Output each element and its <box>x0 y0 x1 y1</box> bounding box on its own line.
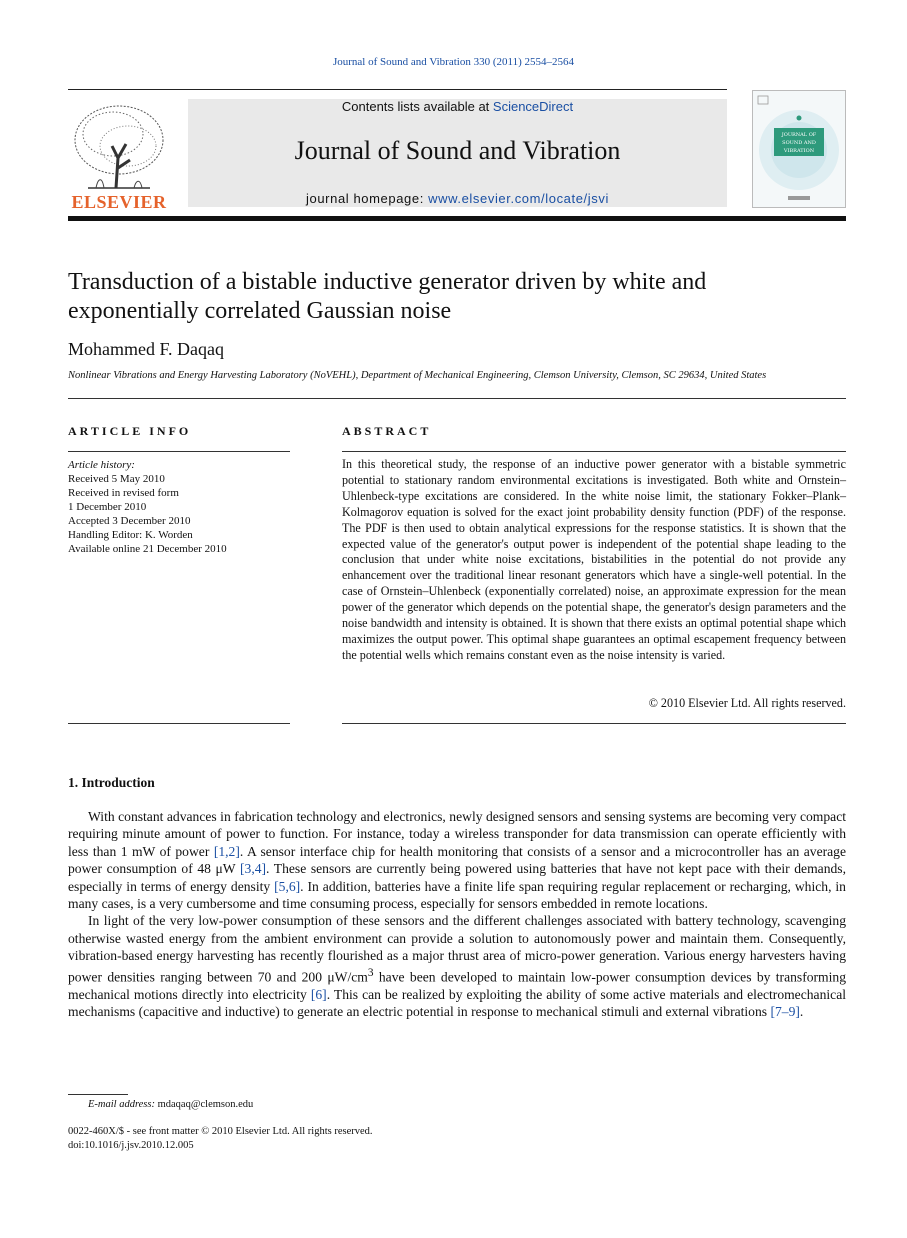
footnote-email <box>88 1099 253 1110</box>
article-info-rule-bottom <box>68 723 290 724</box>
contents-prefix: Contents lists available at <box>341 99 493 114</box>
abstract-copyright: © 2010 Elsevier Ltd. All rights reserved. <box>648 696 846 710</box>
citation-link[interactable]: [6] <box>310 986 327 1002</box>
citation-link[interactable]: [5,6] <box>274 878 301 894</box>
header-bottom-rule <box>68 216 846 221</box>
elsevier-wordmark: ELSEVIER <box>71 192 167 212</box>
abstract-heading: ABSTRACT <box>342 424 432 438</box>
intro-paragraph-1: With constant advances in fabrication technology and electronics, newly designed sensors and sensing systems are becoming very compact requiring minute amount of power to function. For instance, today a wireless transponder for data transmission can operate efficiently with less than 1 mW of power [1,2]. A sensor interface chip for health monitoring that consists of a sensor and a microcontroller has an average power consumption of 48 μW [3,4]. These sensors are currently being powered using batteries that have not kept pace with their demands, especially in terms of energy density [5,6]. In addition, batteries have a finite life span requiring regular replacement or recharging, which, in many cases, is a very cumbersome and time consuming process, especially for sensors embedded in remote locations. <box>68 809 846 912</box>
abstract-rule-bottom <box>342 723 846 724</box>
author-name: Mohammed F. Daqaq <box>68 339 225 359</box>
email-link[interactable]: mdaqaq@clemson.edu <box>157 1099 254 1110</box>
homepage-prefix: journal homepage: <box>306 191 429 206</box>
article-history <box>68 458 290 556</box>
journal-name: Journal of Sound and Vibration <box>294 136 621 165</box>
citation-line[interactable]: Journal of Sound and Vibration 330 (2011) 2554–2564 <box>332 56 574 68</box>
svg-text:VIBRATION: VIBRATION <box>783 148 815 154</box>
history-item: Available online 21 December 2010 <box>68 543 227 555</box>
section-heading-introduction: 1. Introduction <box>68 775 155 790</box>
citation-link[interactable]: [1,2] <box>213 843 240 859</box>
sciencedirect-link[interactable]: ScienceDirect <box>492 99 574 114</box>
email-label: E-mail address: <box>88 1099 155 1110</box>
svg-text:SOUND AND: SOUND AND <box>782 140 816 146</box>
article-info-rule-top <box>68 451 290 452</box>
svg-text:JOURNAL OF: JOURNAL OF <box>781 132 817 138</box>
homepage-link[interactable]: www.elsevier.com/locate/jsvi <box>428 191 609 206</box>
footer-issn: 0022-460X/$ - see front matter © 2010 Elsevier Ltd. All rights reserved. <box>68 1126 373 1137</box>
history-item: 1 December 2010 <box>68 501 147 513</box>
homepage-line <box>188 191 727 206</box>
abstract-rule-top <box>342 451 846 452</box>
article-info-heading: ARTICLE INFO <box>68 424 192 438</box>
history-item: Received 5 May 2010 <box>68 473 165 485</box>
intro-paragraph-2: In light of the very low-power consumption of these sensors and the different challenges associated with battery technology, scavenging otherwise wasted energy from the ambient environment can provide a solution to autonomously power and maintain them. Consequently, vibration-based energy harvesting has recently flourished as a major thrust area of micro-power generation. Various energy harvesters having power densities ranging between 70 and 200 $\mu W/cm^3$ have been developed to maintain low-power consumption devices by transforming mechanical motions directly into electricity [6]. This can be realized by exploiting the ability of some active materials and electromechanical mechanisms (capacitive and inductive) to generate an electric potential in response to mechanical stimuli and external vibrations [7–9]. <box>68 913 846 1019</box>
article-title: Transduction of a bistable inductive generator driven by white and exponentially correlated Gaussian noise <box>68 269 707 324</box>
abstract-body: In this theoretical study, the response of an inductive power generator with a bistable symmetric potential to stationary random environmental excitations is investigated. Both white and Ornstein–Uhlenbeck-type excitations are considered. In the white noise limit, the stationary Fokker–Plank–Kolmagorov equation is solved for the exact joint probability density function (PDF) of the response. The PDF is then used to obtain analytical expressions for the response statistics. It is shown that the expected value of the generator's output power is independent of the potential shape leading to the conclusion that under white noise excitations, bistabilities in the potential do not provide any enhancement over the traditional linear resonant generators which have a single-well potential. In the case of Ornstein–Uhlenbeck (exponentially correlated) noise, an approximate expression for the mean power of the generator which depends on the potential shape, the generator's design parameters and the noise bandwidth and intensity is obtained. It is shown that there exists an optimal potential shape which maximizes the output power. This optimal shape guarantees an optimal escapement frequency between the potential wells which remains constant even as the noise intensity is varied. <box>342 457 846 662</box>
introduction-body <box>68 808 846 1020</box>
journal-cover-image[interactable] <box>752 90 846 208</box>
history-label: Article history: <box>68 459 135 471</box>
affiliation-rule <box>68 398 846 399</box>
header-top-rule <box>68 89 727 90</box>
history-item: Received in revised form <box>68 487 179 499</box>
affiliation: Nonlinear Vibrations and Energy Harvesting Laboratory (NoVEHL), Department of Mechanical Engineering, Clemson University, Clemson, SC 29634, United States <box>68 370 767 381</box>
contents-line <box>188 99 727 114</box>
footer-doi[interactable]: doi:10.1016/j.jsv.2010.12.005 <box>68 1140 194 1151</box>
footnote-rule <box>68 1094 128 1095</box>
history-item: Accepted 3 December 2010 <box>68 515 191 527</box>
history-item: Handling Editor: K. Worden <box>68 529 193 541</box>
citation-link[interactable]: [3,4] <box>240 861 267 877</box>
citation-link[interactable]: [7–9] <box>770 1004 800 1019</box>
